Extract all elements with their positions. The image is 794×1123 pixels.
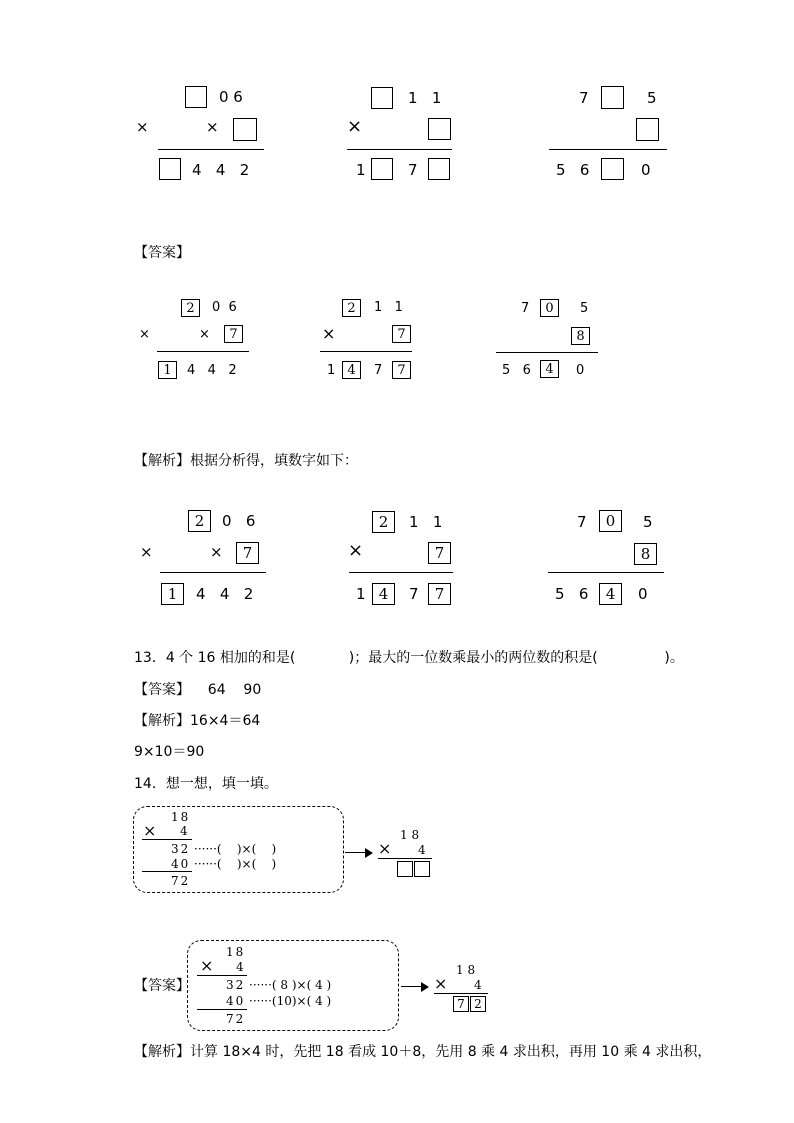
filled-box: 2 — [181, 299, 200, 317]
arrow-icon — [345, 852, 371, 853]
answer-label: 【答案】 — [134, 978, 190, 994]
blank-box[interactable] — [636, 118, 659, 141]
digit: 0 — [638, 585, 648, 603]
multiplicand: 1 8 — [456, 963, 476, 977]
multiplicand: 18 — [171, 810, 191, 824]
filled-box: 7 — [392, 325, 411, 343]
blank-box[interactable] — [233, 118, 257, 141]
digits: 1 1 — [408, 89, 442, 107]
digits: 4 4 2 — [187, 363, 237, 378]
multiplier: 4 — [236, 960, 244, 974]
digit: 0 — [641, 161, 651, 179]
filled-box: 2 — [470, 996, 486, 1012]
digits: 4 4 2 — [192, 161, 250, 179]
times-sign: × — [322, 324, 336, 343]
digits: 1 1 — [409, 513, 443, 531]
filled-box: 8 — [571, 327, 590, 345]
digit: 1 — [327, 363, 336, 378]
analysis-13-line1: 【解析】16×4＝64 — [134, 713, 261, 729]
arrow-icon — [401, 986, 427, 987]
product: 72 — [226, 1012, 246, 1026]
filled-box: 7 — [428, 583, 451, 605]
filled-box: 1 — [161, 583, 184, 605]
times-sign: × — [143, 821, 157, 840]
digit: 7 — [521, 301, 530, 316]
filled-box: 7 — [428, 542, 451, 564]
rule-line — [157, 351, 249, 352]
digits: 0 6 — [212, 300, 237, 315]
digit: 1 — [356, 161, 366, 179]
digits: 1 1 — [374, 300, 403, 315]
digits: 5 6 — [555, 585, 589, 603]
rule-line — [548, 572, 664, 573]
filled-box: 4 — [540, 360, 559, 378]
digit: 5 — [580, 301, 589, 316]
times-sign: × — [210, 543, 223, 561]
filled-box: 7 — [392, 361, 411, 379]
digit: 7 — [577, 513, 587, 531]
partial-product: 32 — [171, 842, 191, 856]
digit: 5 — [647, 89, 657, 107]
answer-13: 【答案】 64 90 — [134, 682, 262, 698]
filled-box: 4 — [599, 583, 622, 605]
rule-line — [549, 149, 667, 150]
partial-text: ······( )×( ) — [194, 842, 277, 856]
digits: 4 4 2 — [196, 585, 254, 603]
blank-box[interactable] — [185, 86, 207, 108]
blank-box[interactable] — [601, 158, 624, 180]
rule-line — [496, 352, 598, 353]
times-sign: × — [434, 974, 448, 993]
partial-product: 40 — [171, 857, 191, 871]
digit: 7 — [374, 363, 383, 378]
partial-text: ······(10)×( 4 ) — [249, 994, 332, 1008]
rule-line — [347, 149, 452, 150]
blank-box[interactable] — [371, 87, 393, 109]
times-sign: × — [136, 118, 149, 136]
filled-box: 4 — [342, 361, 361, 379]
multiplier: 4 — [180, 824, 188, 838]
rule-line — [349, 572, 453, 573]
partial-product: 32 — [226, 978, 246, 992]
question-14: 14．想一想，填一填。 — [134, 776, 278, 792]
blank-box[interactable] — [414, 861, 430, 877]
times-sign: × — [378, 839, 392, 858]
product: 72 — [171, 874, 191, 888]
filled-box: 0 — [540, 299, 559, 317]
analysis-13-line2: 9×10＝90 — [134, 744, 205, 760]
filled-box: 7 — [224, 325, 243, 343]
filled-box: 1 — [158, 361, 177, 379]
times-sign: × — [347, 116, 363, 137]
rule-line — [320, 351, 412, 352]
digit: 5 — [643, 513, 653, 531]
rule-line — [434, 993, 488, 994]
blank-box[interactable] — [428, 118, 451, 140]
times-sign: × — [206, 118, 219, 136]
rule-line — [378, 858, 432, 859]
multiplicand: 1 8 — [400, 828, 420, 842]
digits: 5 6 — [556, 161, 590, 179]
analysis-text: 【解析】根据分析得，填数字如下： — [134, 453, 358, 469]
times-sign: × — [140, 543, 153, 561]
blank-box[interactable] — [397, 861, 413, 877]
blank-box[interactable] — [371, 158, 393, 180]
digit: 7 — [409, 585, 419, 603]
digits: 0 6 — [222, 512, 256, 530]
filled-box: 0 — [599, 510, 622, 532]
blank-box[interactable] — [601, 86, 624, 109]
digit: 7 — [408, 161, 418, 179]
rule-line — [158, 149, 264, 150]
times-sign: × — [199, 327, 210, 342]
question-13: 13．4 个 16 相加的和是( )；最大的一位数乘最小的两位数的积是( )。 — [134, 650, 684, 666]
answer-label: 【答案】 — [134, 245, 190, 261]
digits: 0 6 — [219, 88, 243, 106]
partial-product: 40 — [226, 994, 246, 1008]
digit: 1 — [356, 585, 366, 603]
digit: 7 — [579, 89, 589, 107]
filled-box: 2 — [372, 511, 395, 533]
multiplier: 4 — [474, 978, 482, 992]
multiplier: 4 — [418, 843, 426, 857]
filled-box: 4 — [372, 583, 395, 605]
filled-box: 8 — [634, 543, 657, 565]
multiplicand: 18 — [226, 945, 246, 959]
filled-box: 7 — [236, 542, 259, 564]
partial-text: ······( 8 )×( 4 ) — [249, 978, 332, 992]
times-sign: × — [139, 327, 150, 342]
filled-box: 2 — [188, 510, 211, 532]
blank-box[interactable] — [428, 158, 450, 180]
times-sign: × — [200, 956, 214, 975]
filled-box: 7 — [453, 996, 469, 1012]
filled-box: 2 — [342, 299, 361, 317]
blank-box[interactable] — [159, 158, 181, 180]
partial-text: ······( )×( ) — [194, 857, 277, 871]
times-sign: × — [348, 540, 364, 561]
digits: 5 6 — [502, 363, 531, 378]
rule-line — [160, 572, 266, 573]
digit: 0 — [576, 363, 585, 378]
analysis-14: 【解析】计算 18×4 时，先把 18 看成 10＋8，先用 8 乘 4 求出积，再用 10 乘 4 求出积， — [134, 1044, 712, 1060]
